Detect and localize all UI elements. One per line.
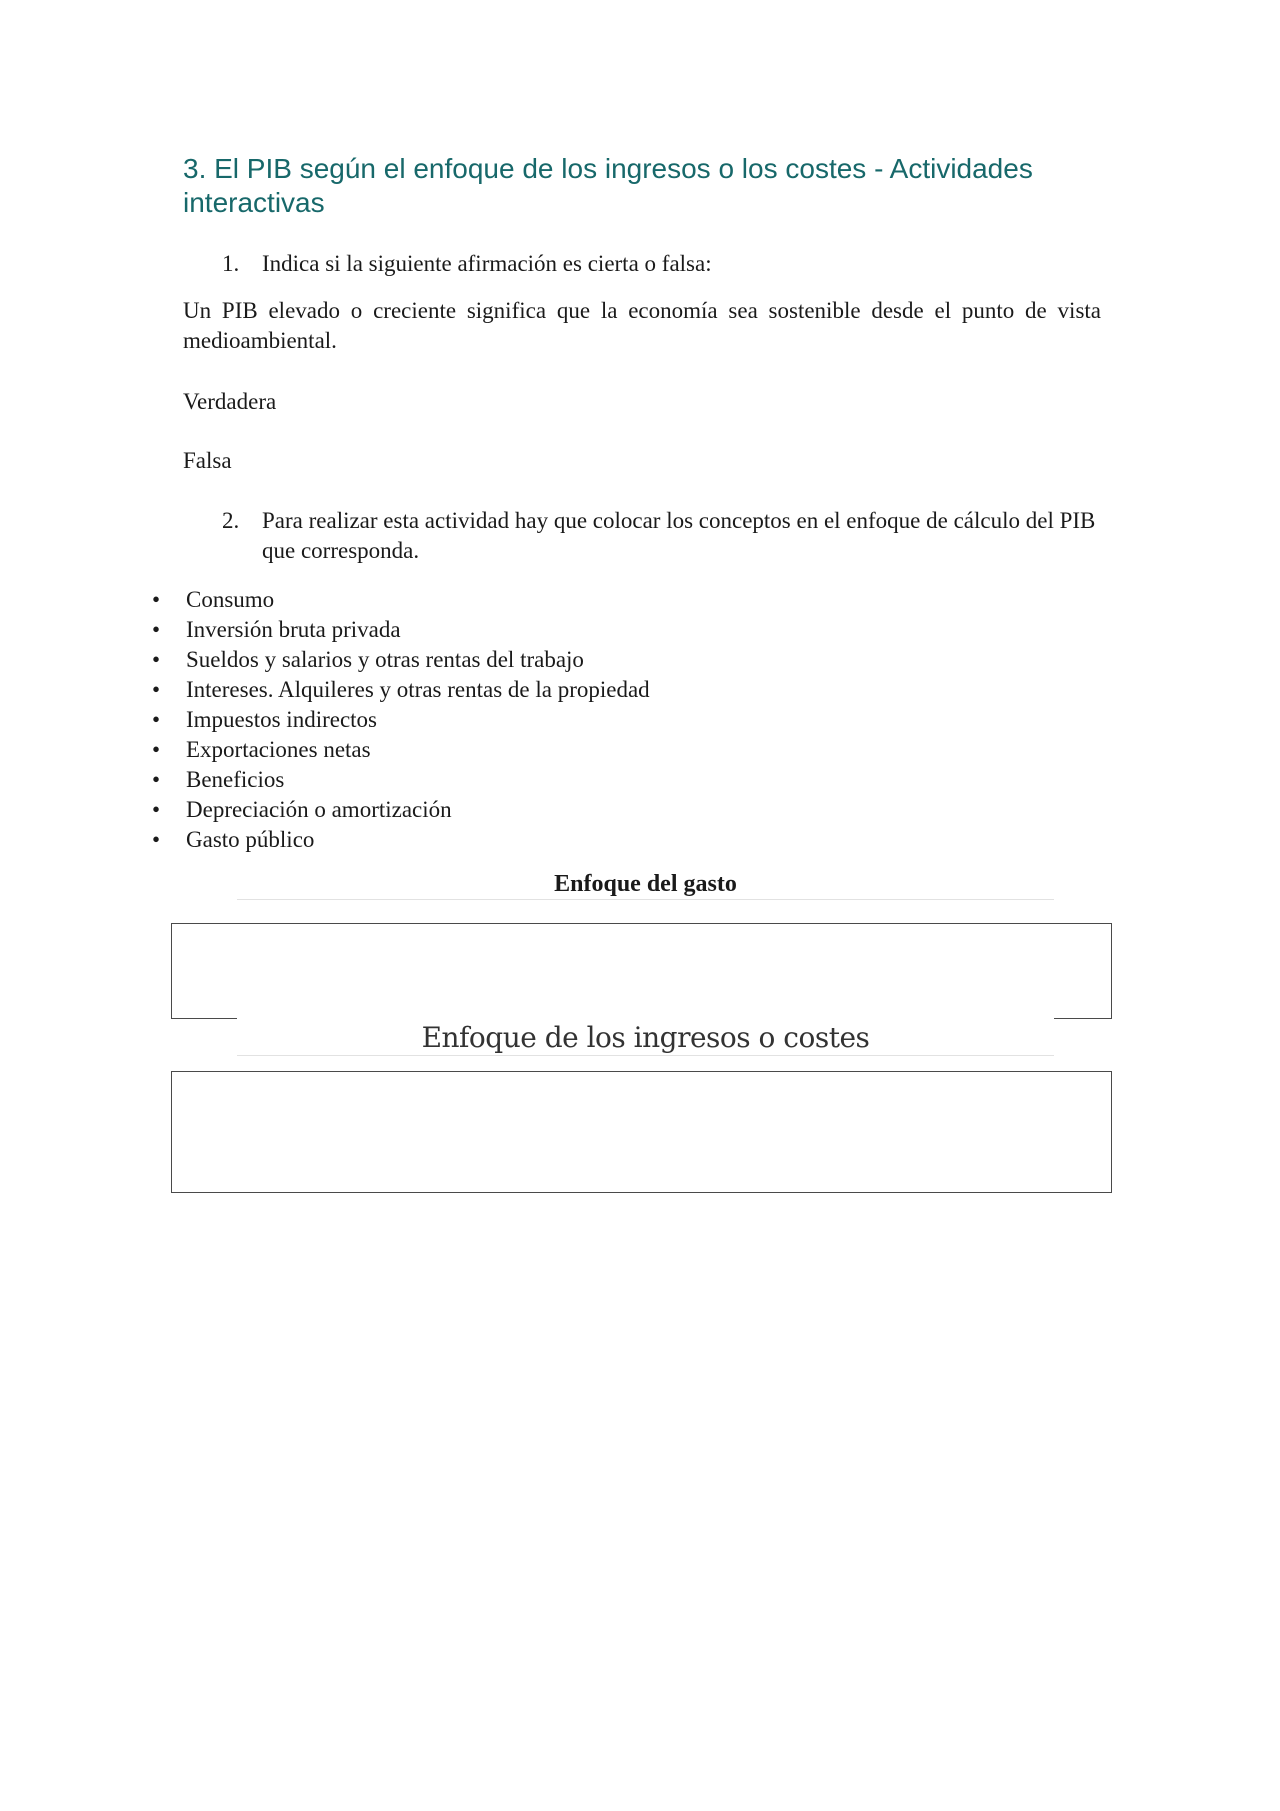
drop-zone-ingresos[interactable] (171, 1071, 1112, 1193)
question-1-prompt: Indica si la siguiente afirmación es cierta o falsa: (262, 251, 712, 276)
bullet-icon: • (151, 737, 161, 762)
bullet-icon: • (151, 647, 161, 672)
concept-item[interactable] (146, 585, 650, 615)
concept-label: Beneficios (186, 767, 285, 792)
bullet-icon: • (151, 707, 161, 732)
concept-label: Intereses. Alquileres y otras rentas de la propiedad (186, 677, 650, 702)
concept-item[interactable] (146, 735, 650, 765)
concept-item[interactable] (146, 825, 650, 855)
concept-label: Depreciación o amortización (186, 797, 452, 822)
option-false[interactable]: Falsa (183, 448, 232, 473)
question-2-prompt: Para realizar esta actividad hay que colocar los conceptos en el enfoque de cálculo del PIB que corresponda. (262, 508, 1096, 563)
question-2-number: 2. (222, 508, 240, 533)
question-1-number: 1. (222, 251, 240, 276)
page-title: 3. El PIB según el enfoque de los ingresos o los costes - Actividades interactivas (183, 153, 1033, 218)
bullet-icon: • (151, 617, 161, 642)
bullet-icon: • (151, 587, 161, 612)
bullet-icon: • (151, 767, 161, 792)
section-heading-gasto: Enfoque del gasto (237, 869, 1054, 900)
concept-item[interactable] (146, 765, 650, 795)
concept-label: Gasto público (186, 827, 315, 852)
question-1-statement: Un PIB elevado o creciente significa que la economía sea sostenible desde el punto de vista medioambiental. (183, 298, 1101, 353)
concept-label: Impuestos indirectos (186, 707, 377, 732)
drop-zone-gasto[interactable] (171, 923, 1112, 1019)
concept-label: Exportaciones netas (186, 737, 371, 762)
concept-label: Consumo (186, 587, 275, 612)
section-heading-ingresos: Enfoque de los ingresos o costes (237, 1020, 1054, 1056)
concept-item[interactable] (146, 645, 650, 675)
concept-item[interactable] (146, 615, 650, 645)
concept-item[interactable] (146, 675, 650, 705)
option-true[interactable]: Verdadera (183, 389, 277, 414)
concept-item[interactable] (146, 705, 650, 735)
bullet-icon: • (151, 797, 161, 822)
bullet-icon: • (151, 677, 161, 702)
concept-label: Sueldos y salarios y otras rentas del trabajo (186, 647, 584, 672)
concept-item[interactable] (146, 795, 650, 825)
concept-list (146, 585, 650, 855)
bullet-icon: • (151, 827, 161, 852)
concept-label: Inversión bruta privada (186, 617, 401, 642)
